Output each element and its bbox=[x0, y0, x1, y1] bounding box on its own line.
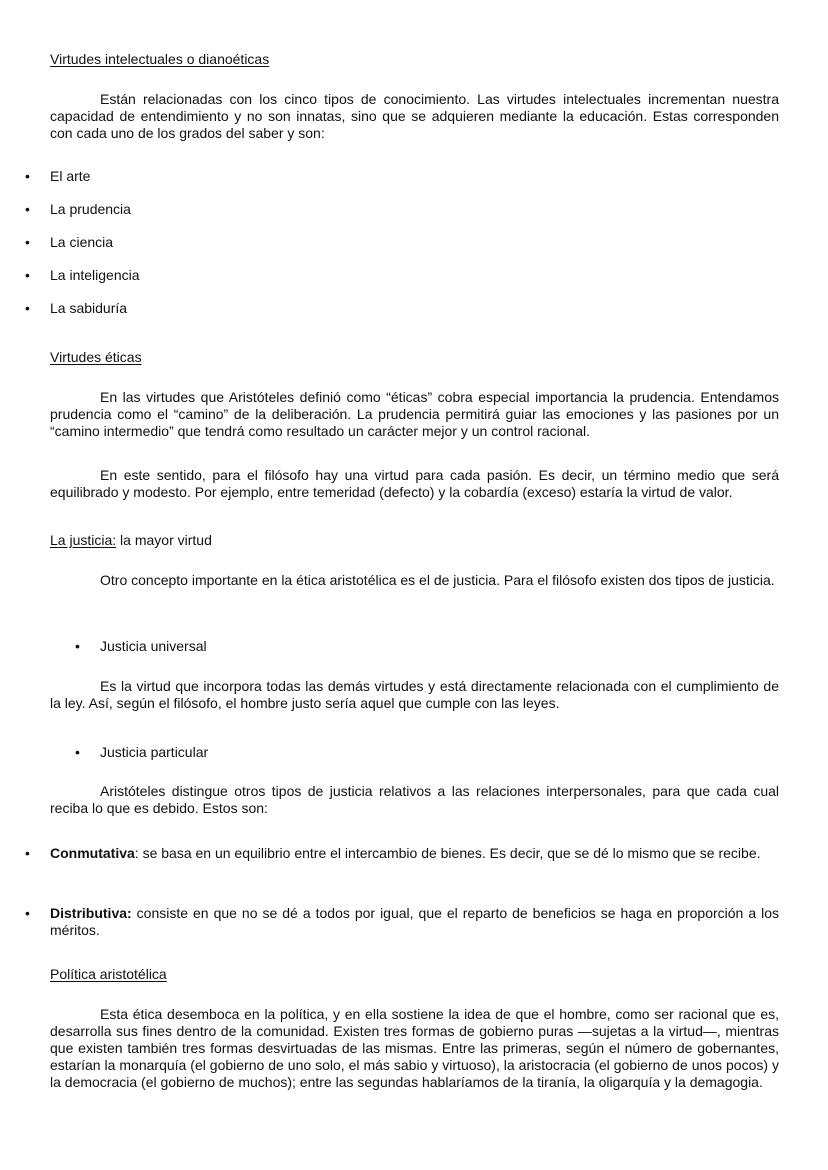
heading-justice-rest: la mayor virtud bbox=[116, 532, 212, 548]
justice-particular-label: Justicia particular bbox=[100, 744, 209, 760]
list-item-label: La prudencia bbox=[50, 201, 131, 217]
list-item bbox=[25, 267, 779, 284]
paragraph-justice-particular: Aristóteles distingue otros tipos de justicia relativos a las relaciones interpersonales, para que cada cual reciba lo que es debido. Estos son: bbox=[50, 783, 779, 816]
paragraph-ethical-1: En las virtudes que Aristóteles definió como “éticas” cobra especial importancia la prudencia. Entendamos prudencia como el “camino” de la deliberación. La prudencia permitirá guiar las emociones y las pasiones por un “camino intermedio” que tendrá como resultado un carácter mejor y un control racional. bbox=[50, 389, 779, 439]
list-item-label: La inteligencia bbox=[50, 267, 140, 283]
list-item-label: El arte bbox=[50, 168, 91, 184]
heading-justice bbox=[50, 532, 779, 549]
paragraph-justice-universal: Es la virtud que incorpora todas las demás virtudes y está directamente relacionada con el cumplimiento de la ley. Así, según el filósofo, el hombre justo sería aquel que cumple con las leyes. bbox=[50, 678, 779, 711]
list-item-label: La ciencia bbox=[50, 234, 114, 250]
bullet-icon: • bbox=[75, 744, 80, 760]
list-item bbox=[25, 168, 779, 185]
list-item bbox=[25, 201, 779, 218]
paragraph-intellectual: Están relacionadas con los cinco tipos de conocimiento. Las virtudes intelectuales incrementan nuestra capacidad de entendimiento y no son innatas, sino que se adquieren mediante la educación. Estas corresponden con cada uno de los grados del saber y son: bbox=[50, 91, 779, 141]
bullet-icon: • bbox=[25, 234, 30, 250]
bullet-icon: • bbox=[25, 267, 30, 283]
bullet-icon: • bbox=[25, 168, 30, 184]
heading-politics: Política aristotélica bbox=[50, 966, 167, 982]
heading-justice-underlined: La justicia: bbox=[50, 532, 117, 548]
justice-universal-label: Justicia universal bbox=[100, 638, 207, 654]
bullet-icon: • bbox=[25, 845, 30, 861]
list-item bbox=[25, 234, 779, 251]
paragraph-ethical-2: En este sentido, para el filósofo hay una virtud para cada pasión. Es decir, un término medio que será equilibrado y modesto. Por ejemplo, entre temeridad (defecto) y la cobardía (exceso) estaría la virtud de valor. bbox=[50, 467, 779, 500]
heading-intellectual-virtues: Virtudes intelectuales o dianoéticas bbox=[50, 51, 270, 67]
list-item-label: La sabiduría bbox=[50, 300, 128, 316]
bullet-icon: • bbox=[75, 638, 80, 654]
bullet-icon: • bbox=[25, 905, 30, 921]
commutative-term: Conmutativa bbox=[50, 845, 135, 861]
commutative-text: : se basa en un equilibrio entre el intercambio de bienes. Es decir, que se dé lo mismo que se recibe. bbox=[134, 845, 761, 861]
paragraph-politics: Esta ética desemboca en la política, y en ella sostiene la idea de que el hombre, como ser racional que es, desarrolla sus fines dentro de la comunidad. Existen tres formas de gobierno puras —sujetas a la virtud—, mientras que existen también tres formas desvirtuadas de las mismas. Entre las primeras, según el número de gobernantes, estarían la monarquía (el gobierno de uno solo, el más sabio y virtuoso), la aristocracia (el gobierno de unos pocos) y la democracia (el gobierno de muchos); entre las segundas hablaríamos de la tiranía, la oligarquía y la demagogia. bbox=[50, 1006, 779, 1090]
list-item bbox=[75, 638, 779, 655]
list-item bbox=[25, 845, 779, 862]
heading-ethical-virtues: Virtudes éticas bbox=[50, 349, 142, 365]
bullet-icon: • bbox=[25, 300, 30, 316]
bullet-icon: • bbox=[25, 201, 30, 217]
distributive-term: Distributiva: bbox=[50, 905, 132, 921]
paragraph-justice: Otro concepto importante en la ética aristotélica es el de justicia. Para el filósofo existen dos tipos de justicia. bbox=[100, 572, 775, 588]
list-item bbox=[25, 905, 779, 939]
list-item bbox=[25, 300, 779, 317]
list-item bbox=[75, 744, 779, 761]
distributive-text: consiste en que no se dé a todos por igual, que el reparto de beneficios se haga en proporción a los méritos. bbox=[50, 905, 779, 938]
